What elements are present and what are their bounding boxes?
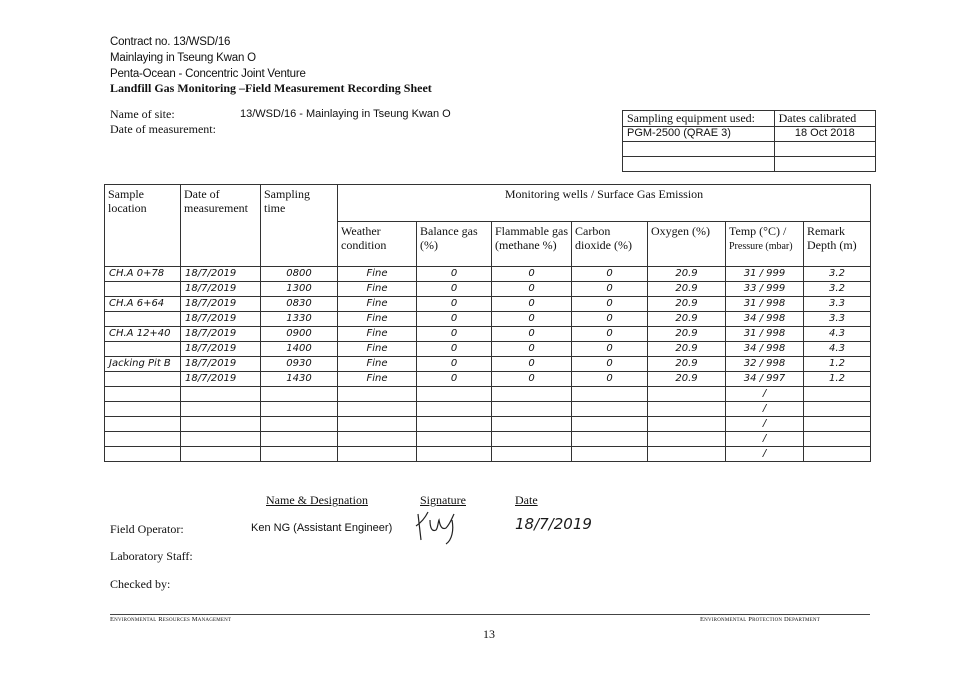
cell-remark: 3.2 <box>804 282 871 297</box>
cell-balance: 0 <box>417 312 492 327</box>
table-row <box>105 282 871 297</box>
cell-location: CH.A 0+78 <box>105 267 181 282</box>
cell-weather: Fine <box>338 327 417 342</box>
cell-temp: 34 / 997 <box>726 372 804 387</box>
site-name-value: 13/WSD/16 - Mainlaying in Tseung Kwan O <box>240 108 451 120</box>
cell-time: 1300 <box>261 282 338 297</box>
footer-right: Environmental Protection Department <box>700 616 820 623</box>
cell-temp: 32 / 998 <box>726 357 804 372</box>
cell-flammable <box>492 432 572 447</box>
cell-remark: 1.2 <box>804 357 871 372</box>
table-row <box>105 432 871 447</box>
cell-date <box>181 402 261 417</box>
col-header-weather: Weather condition <box>338 222 417 267</box>
cell-oxygen <box>648 447 726 462</box>
cell-time: 1430 <box>261 372 338 387</box>
col-header-pressure-label: Pressure (mbar) <box>729 241 793 252</box>
col-header-oxygen: Oxygen (%) <box>648 222 726 267</box>
equipment-name <box>623 142 775 157</box>
cell-balance <box>417 402 492 417</box>
cell-date: 18/7/2019 <box>181 327 261 342</box>
cell-oxygen <box>648 387 726 402</box>
cell-flammable: 0 <box>492 267 572 282</box>
cell-weather <box>338 447 417 462</box>
equipment-table <box>622 110 876 172</box>
cell-temp: / <box>726 387 804 402</box>
cell-flammable <box>492 387 572 402</box>
table-row <box>105 447 871 462</box>
cell-balance <box>417 417 492 432</box>
cell-oxygen <box>648 417 726 432</box>
equipment-header: Sampling equipment used: <box>623 111 775 127</box>
cell-location: CH.A 6+64 <box>105 297 181 312</box>
cell-time <box>261 387 338 402</box>
cell-location <box>105 342 181 357</box>
cell-balance: 0 <box>417 357 492 372</box>
cell-carbon <box>572 432 648 447</box>
cell-flammable: 0 <box>492 297 572 312</box>
cell-temp: 34 / 998 <box>726 312 804 327</box>
cell-flammable: 0 <box>492 372 572 387</box>
cell-flammable: 0 <box>492 312 572 327</box>
calibration-date-header: Dates calibrated <box>774 111 875 127</box>
col-header-date: Date of measurement <box>181 185 261 267</box>
cell-weather <box>338 432 417 447</box>
cell-location: Jacking Pit B <box>105 357 181 372</box>
cell-date <box>181 417 261 432</box>
cell-date: 18/7/2019 <box>181 297 261 312</box>
cell-carbon: 0 <box>572 312 648 327</box>
cell-date: 18/7/2019 <box>181 267 261 282</box>
cell-balance <box>417 432 492 447</box>
cell-carbon: 0 <box>572 342 648 357</box>
cell-weather: Fine <box>338 267 417 282</box>
cell-oxygen: 20.9 <box>648 312 726 327</box>
cell-balance: 0 <box>417 372 492 387</box>
cell-location <box>105 372 181 387</box>
cell-weather: Fine <box>338 312 417 327</box>
cell-time: 1330 <box>261 312 338 327</box>
cell-location: CH.A 12+40 <box>105 327 181 342</box>
cell-flammable: 0 <box>492 342 572 357</box>
project-name: Mainlaying in Tseung Kwan O <box>110 52 256 64</box>
col-header-location: Sample location <box>105 185 181 267</box>
contract-number: Contract no. 13/WSD/16 <box>110 36 231 48</box>
cell-date <box>181 432 261 447</box>
table-row <box>105 372 871 387</box>
cell-carbon <box>572 402 648 417</box>
cell-time: 0930 <box>261 357 338 372</box>
cell-location <box>105 402 181 417</box>
sheet-title: Landfill Gas Monitoring –Field Measurement Recording Sheet <box>110 81 432 95</box>
col-header-group: Monitoring wells / Surface Gas Emission <box>338 185 871 222</box>
cell-date: 18/7/2019 <box>181 312 261 327</box>
cell-location <box>105 417 181 432</box>
cell-temp: 31 / 998 <box>726 327 804 342</box>
cell-date: 18/7/2019 <box>181 357 261 372</box>
col-header-remark: Remark Depth (m) <box>804 222 871 267</box>
cell-temp: 34 / 998 <box>726 342 804 357</box>
table-row <box>105 327 871 342</box>
calibration-date <box>774 157 875 172</box>
cell-remark: 4.3 <box>804 342 871 357</box>
cell-balance <box>417 387 492 402</box>
cell-remark: 3.3 <box>804 312 871 327</box>
cell-weather: Fine <box>338 372 417 387</box>
cell-balance: 0 <box>417 282 492 297</box>
table-row <box>105 267 871 282</box>
cell-flammable: 0 <box>492 357 572 372</box>
page-number: 13 <box>483 627 495 641</box>
cell-flammable <box>492 402 572 417</box>
signature-mark <box>412 506 468 546</box>
calibration-date: 18 Oct 2018 <box>774 127 875 142</box>
cell-location <box>105 282 181 297</box>
laboratory-staff-label: Laboratory Staff: <box>110 549 193 563</box>
contractor-name: Penta-Ocean - Concentric Joint Venture <box>110 68 306 80</box>
cell-weather <box>338 387 417 402</box>
cell-temp: / <box>726 402 804 417</box>
cell-oxygen <box>648 402 726 417</box>
cell-date <box>181 387 261 402</box>
cell-time <box>261 417 338 432</box>
cell-flammable: 0 <box>492 327 572 342</box>
cell-date: 18/7/2019 <box>181 372 261 387</box>
col-header-carbon: Carbon dioxide (%) <box>572 222 648 267</box>
site-name-label: Name of site: <box>110 107 175 121</box>
field-operator-label: Field Operator: <box>110 522 184 536</box>
cell-oxygen <box>648 432 726 447</box>
cell-location <box>105 312 181 327</box>
cell-weather <box>338 402 417 417</box>
cell-remark <box>804 432 871 447</box>
col-header-balance: Balance gas (%) <box>417 222 492 267</box>
cell-location <box>105 387 181 402</box>
footer-divider <box>110 614 870 615</box>
cell-balance: 0 <box>417 267 492 282</box>
measurement-table <box>104 184 871 462</box>
col-header-time: Sampling time <box>261 185 338 267</box>
date-header: Date <box>515 493 538 507</box>
cell-carbon: 0 <box>572 267 648 282</box>
table-row <box>105 312 871 327</box>
cell-temp: 31 / 999 <box>726 267 804 282</box>
col-header-temp <box>726 222 804 267</box>
cell-carbon <box>572 387 648 402</box>
cell-time <box>261 447 338 462</box>
cell-time: 0830 <box>261 297 338 312</box>
equipment-name <box>623 157 775 172</box>
cell-carbon <box>572 417 648 432</box>
field-operator-date: 18/7/2019 <box>515 515 592 533</box>
cell-location <box>105 447 181 462</box>
cell-weather: Fine <box>338 297 417 312</box>
cell-date <box>181 447 261 462</box>
cell-weather: Fine <box>338 282 417 297</box>
cell-date: 18/7/2019 <box>181 282 261 297</box>
cell-oxygen: 20.9 <box>648 372 726 387</box>
table-row <box>105 402 871 417</box>
table-row <box>105 297 871 312</box>
table-row <box>105 342 871 357</box>
cell-temp: 31 / 998 <box>726 297 804 312</box>
cell-remark: 1.2 <box>804 372 871 387</box>
cell-oxygen: 20.9 <box>648 357 726 372</box>
col-header-flammable: Flammable gas (methane %) <box>492 222 572 267</box>
cell-temp: / <box>726 432 804 447</box>
table-row <box>105 387 871 402</box>
cell-weather: Fine <box>338 342 417 357</box>
cell-remark: 3.2 <box>804 267 871 282</box>
cell-flammable: 0 <box>492 282 572 297</box>
cell-location <box>105 432 181 447</box>
cell-weather: Fine <box>338 357 417 372</box>
cell-carbon: 0 <box>572 327 648 342</box>
cell-temp: / <box>726 447 804 462</box>
cell-temp: 33 / 999 <box>726 282 804 297</box>
cell-time <box>261 402 338 417</box>
equipment-name: PGM-2500 (QRAE 3) <box>623 127 775 142</box>
checked-by-label: Checked by: <box>110 577 171 591</box>
cell-date: 18/7/2019 <box>181 342 261 357</box>
cell-remark <box>804 447 871 462</box>
cell-balance: 0 <box>417 327 492 342</box>
cell-remark <box>804 417 871 432</box>
cell-oxygen: 20.9 <box>648 342 726 357</box>
cell-flammable <box>492 417 572 432</box>
table-row <box>105 417 871 432</box>
cell-remark: 4.3 <box>804 327 871 342</box>
cell-temp: / <box>726 417 804 432</box>
cell-balance <box>417 447 492 462</box>
date-of-measurement-label: Date of measurement: <box>110 122 216 136</box>
cell-carbon: 0 <box>572 282 648 297</box>
table-row <box>105 357 871 372</box>
cell-carbon: 0 <box>572 357 648 372</box>
cell-balance: 0 <box>417 342 492 357</box>
cell-oxygen: 20.9 <box>648 267 726 282</box>
cell-remark <box>804 387 871 402</box>
footer-left: Environmental Resources Management <box>110 616 232 623</box>
cell-balance: 0 <box>417 297 492 312</box>
cell-remark <box>804 402 871 417</box>
cell-time: 1400 <box>261 342 338 357</box>
cell-remark: 3.3 <box>804 297 871 312</box>
cell-carbon <box>572 447 648 462</box>
name-designation-header: Name & Designation <box>266 493 368 507</box>
cell-time: 0900 <box>261 327 338 342</box>
cell-oxygen: 20.9 <box>648 282 726 297</box>
cell-flammable <box>492 447 572 462</box>
cell-time <box>261 432 338 447</box>
cell-oxygen: 20.9 <box>648 327 726 342</box>
cell-time: 0800 <box>261 267 338 282</box>
cell-carbon: 0 <box>572 372 648 387</box>
signature-header: Signature <box>420 493 466 507</box>
calibration-date <box>774 142 875 157</box>
cell-carbon: 0 <box>572 297 648 312</box>
cell-weather <box>338 417 417 432</box>
field-operator-name: Ken NG (Assistant Engineer) <box>251 522 393 534</box>
cell-oxygen: 20.9 <box>648 297 726 312</box>
col-header-temp-label: Temp (°C) / <box>729 224 787 238</box>
